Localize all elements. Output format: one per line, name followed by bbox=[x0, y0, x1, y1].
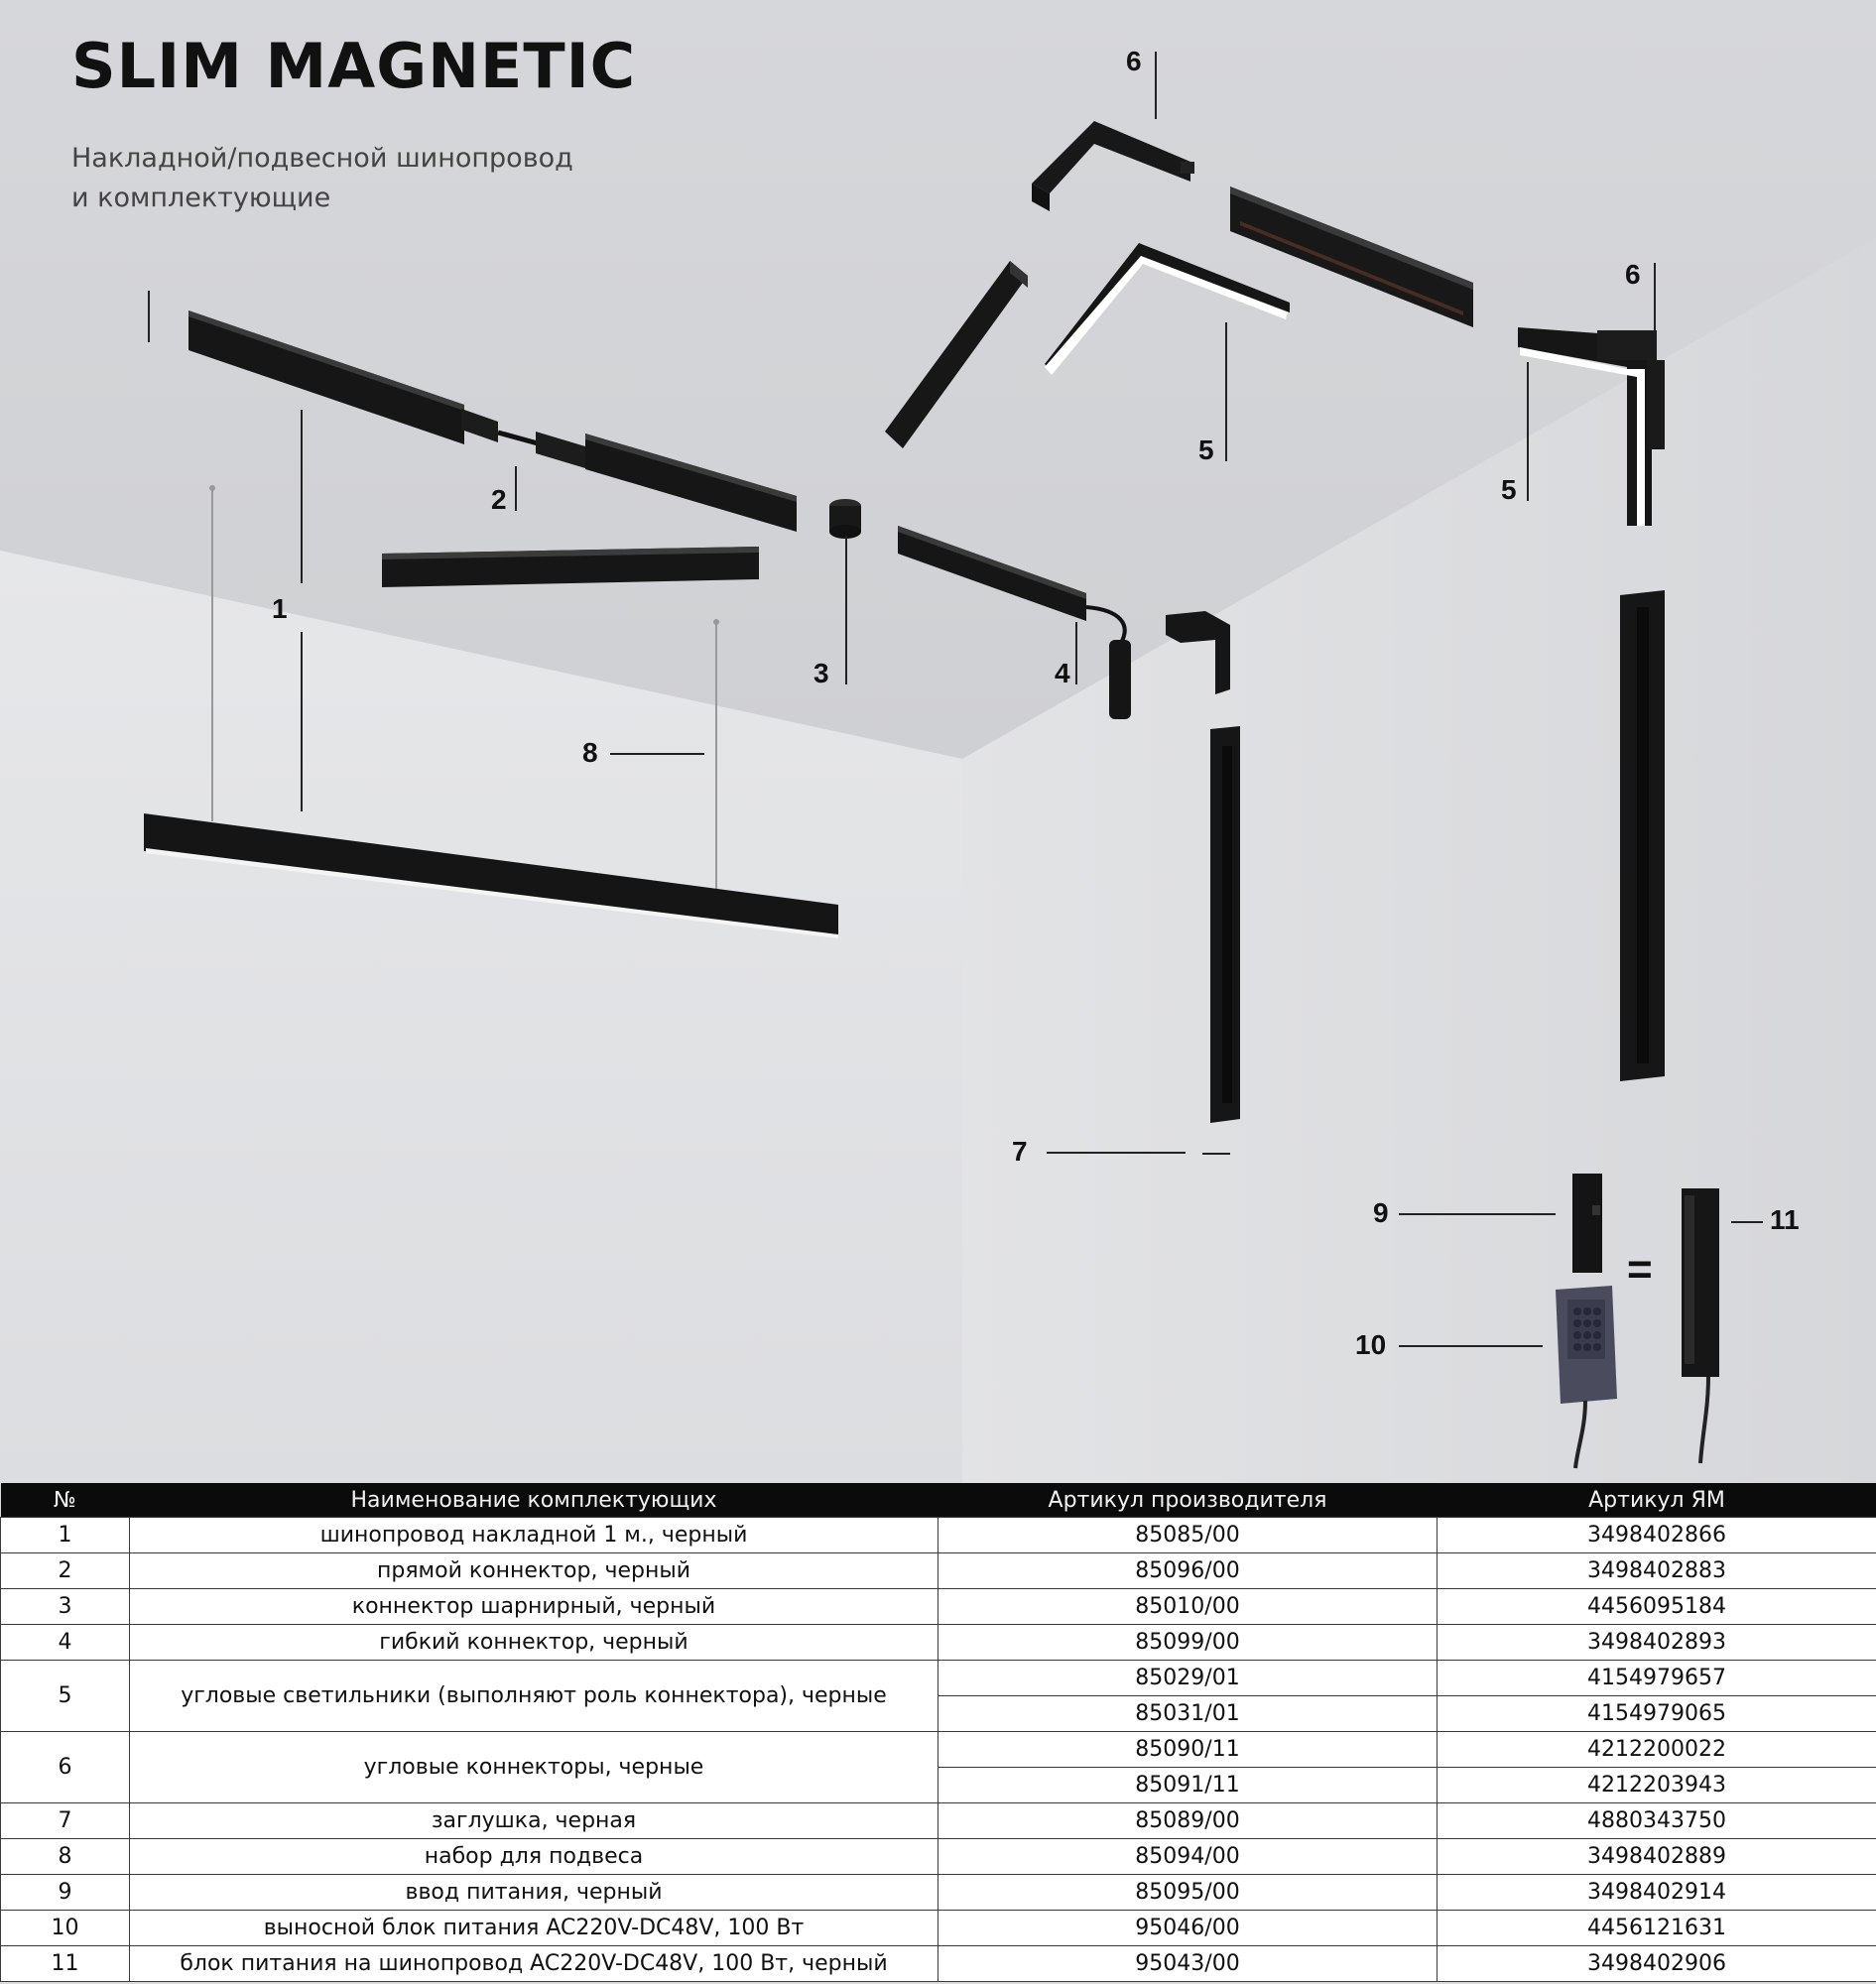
callout-5-ceiling: 5 bbox=[1198, 434, 1214, 465]
header-ym-sku: Артикул ЯМ bbox=[1438, 1483, 1876, 1518]
cell-component-name: шинопровод накладной 1 м., черный bbox=[130, 1518, 938, 1553]
cell-component-name: прямой коннектор, черный bbox=[130, 1553, 938, 1589]
cell-manufacturer-sku: 85099/00 bbox=[938, 1625, 1438, 1661]
cell-number: 10 bbox=[1, 1911, 130, 1946]
cell-manufacturer-sku: 85094/00 bbox=[938, 1839, 1438, 1875]
table-row bbox=[1, 1803, 1876, 1839]
cell-number: 2 bbox=[1, 1553, 130, 1589]
cell-component-name: набор для подвеса bbox=[130, 1839, 938, 1875]
cell-ym-sku: 3498402914 bbox=[1438, 1875, 1876, 1911]
cell-manufacturer-sku: 85089/00 bbox=[938, 1803, 1438, 1839]
table-row bbox=[1, 1589, 1876, 1625]
callout-5-wall: 5 bbox=[1501, 474, 1517, 505]
cell-component-name: блок питания на шинопровод AC220V-DC48V, 100 Вт, черный bbox=[130, 1946, 938, 1982]
cell-component-name: выносной блок питания AC220V-DC48V, 100 Вт bbox=[130, 1911, 938, 1946]
cell-component-name: заглушка, черная bbox=[130, 1803, 938, 1839]
cell-manufacturer-sku: 85096/00 bbox=[938, 1553, 1438, 1589]
cell-manufacturer-sku: 85085/00 bbox=[938, 1518, 1438, 1553]
cell-manufacturer-sku: 85031/01 bbox=[938, 1696, 1438, 1732]
cell-number: 3 bbox=[1, 1589, 130, 1625]
track-vertical-right bbox=[1620, 590, 1665, 1081]
table-row bbox=[1, 1732, 1876, 1768]
cell-component-name: угловые коннекторы, черные bbox=[130, 1732, 938, 1803]
cell-number: 4 bbox=[1, 1625, 130, 1661]
subtitle-line-1: Накладной/подвесной шинопровод bbox=[71, 143, 573, 174]
cell-manufacturer-sku: 85010/00 bbox=[938, 1589, 1438, 1625]
table-row bbox=[1, 1625, 1876, 1661]
subtitle-line-2: и комплектующие bbox=[71, 183, 331, 213]
callout-11: 11 bbox=[1770, 1204, 1800, 1235]
callout-3: 3 bbox=[813, 658, 829, 688]
cell-ym-sku: 4212200022 bbox=[1438, 1732, 1876, 1768]
power-input bbox=[1572, 1174, 1602, 1273]
table-row bbox=[1, 1661, 1876, 1696]
cell-ym-sku: 4154979065 bbox=[1438, 1696, 1876, 1732]
header-name: Наименование комплектующих bbox=[130, 1483, 938, 1518]
cell-number: 6 bbox=[1, 1732, 130, 1803]
cell-number: 11 bbox=[1, 1946, 130, 1982]
cell-ym-sku: 3498402893 bbox=[1438, 1625, 1876, 1661]
cell-ym-sku: 3498402906 bbox=[1438, 1946, 1876, 1982]
callout-7: 7 bbox=[1012, 1136, 1028, 1167]
cell-number: 8 bbox=[1, 1839, 130, 1875]
callout-4: 4 bbox=[1055, 658, 1070, 688]
cell-manufacturer-sku: 85090/11 bbox=[938, 1732, 1438, 1768]
equals-sign: = bbox=[1627, 1245, 1653, 1294]
cell-ym-sku: 3498402866 bbox=[1438, 1518, 1876, 1553]
cell-component-name: коннектор шарнирный, черный bbox=[130, 1589, 938, 1625]
cell-ym-sku: 4212203943 bbox=[1438, 1768, 1876, 1803]
callout-8: 8 bbox=[582, 737, 598, 768]
cell-component-name: угловые светильники (выполняют роль коннектора), черные bbox=[130, 1661, 938, 1732]
cell-manufacturer-sku: 95043/00 bbox=[938, 1946, 1438, 1982]
header-number: № bbox=[1, 1483, 130, 1518]
table-row bbox=[1, 1518, 1876, 1553]
table-row bbox=[1, 1911, 1876, 1946]
table-row bbox=[1, 1553, 1876, 1589]
hinged-connector bbox=[829, 499, 861, 539]
cell-number: 1 bbox=[1, 1518, 130, 1553]
header-manufacturer-sku: Артикул производителя bbox=[938, 1483, 1438, 1518]
components-table bbox=[0, 1483, 1876, 1982]
cell-manufacturer-sku: 95046/00 bbox=[938, 1911, 1438, 1946]
cell-number: 7 bbox=[1, 1803, 130, 1839]
cell-component-name: ввод питания, черный bbox=[130, 1875, 938, 1911]
cell-manufacturer-sku: 85029/01 bbox=[938, 1661, 1438, 1696]
cell-ym-sku: 3498402889 bbox=[1438, 1839, 1876, 1875]
callout-9: 9 bbox=[1373, 1197, 1389, 1228]
table-row bbox=[1, 1875, 1876, 1911]
page-title: SLIM MAGNETIC bbox=[71, 30, 637, 102]
cell-ym-sku: 4456095184 bbox=[1438, 1589, 1876, 1625]
callout-10: 10 bbox=[1355, 1329, 1387, 1360]
cell-ym-sku: 4154979657 bbox=[1438, 1661, 1876, 1696]
table-row bbox=[1, 1946, 1876, 1982]
callout-1: 1 bbox=[272, 593, 288, 624]
table-body bbox=[1, 1518, 1876, 1982]
cell-number: 5 bbox=[1, 1661, 130, 1732]
cell-ym-sku: 3498402883 bbox=[1438, 1553, 1876, 1589]
table-header bbox=[1, 1483, 1876, 1518]
callout-6-right: 6 bbox=[1625, 259, 1641, 290]
callout-6-top: 6 bbox=[1126, 46, 1142, 76]
table-row bbox=[1, 1839, 1876, 1875]
cell-manufacturer-sku: 85091/11 bbox=[938, 1768, 1438, 1803]
cell-number: 9 bbox=[1, 1875, 130, 1911]
cell-ym-sku: 4880343750 bbox=[1438, 1803, 1876, 1839]
cell-component-name: гибкий коннектор, черный bbox=[130, 1625, 938, 1661]
track-vertical-with-cap bbox=[1210, 726, 1240, 1123]
callout-2: 2 bbox=[491, 484, 507, 515]
cell-manufacturer-sku: 85095/00 bbox=[938, 1875, 1438, 1911]
cell-ym-sku: 4456121631 bbox=[1438, 1911, 1876, 1946]
page-subtitle bbox=[71, 139, 687, 218]
